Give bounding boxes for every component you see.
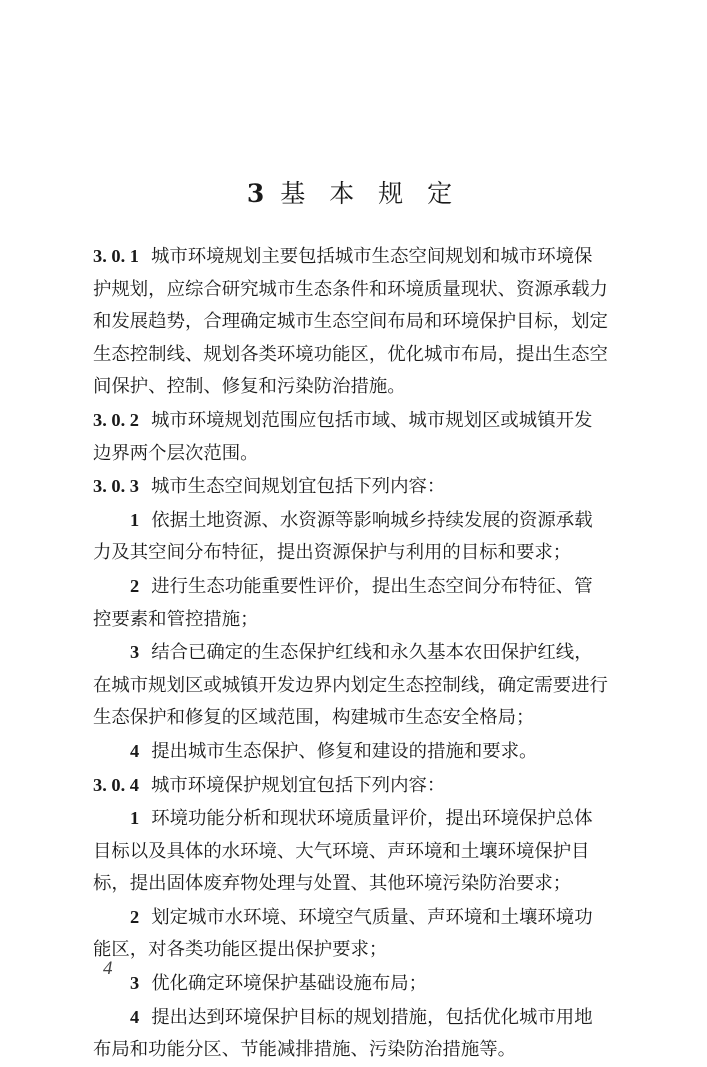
item-line [93, 504, 629, 538]
item-text: 优化确定环境保护基础设施布局； [151, 973, 428, 995]
paragraph-line: 布局和功能分区、节能减排措施、污染防治措施等。 [93, 1039, 516, 1061]
paragraph-line: 间保护、控制、修复和污染防治措施。 [93, 376, 406, 398]
item-number: 1 [130, 509, 140, 530]
clause-3-0-2 [93, 404, 629, 470]
paragraph-line [93, 470, 629, 504]
item-text: 提出达到环境保护目标的规划措施，包括优化城市用地 [151, 1006, 593, 1028]
paragraph-line: 力及其空间分布特征，提出资源保护与利用的目标和要求； [93, 542, 572, 564]
paragraph-line: 边界两个层次范围。 [93, 442, 259, 464]
clause-number: 3. 0. 2 [93, 409, 139, 430]
paragraph-line: 控要素和管控措施； [93, 608, 259, 630]
clause-text: 城市环境规划主要包括城市生态空间规划和城市环境保 [150, 246, 593, 267]
chapter-title [0, 174, 707, 210]
clause-3-0-3 [93, 470, 629, 768]
clause-text: 城市生态空间规划宜包括下列内容： [150, 476, 446, 498]
item-text: 提出城市生态保护、修复和建设的措施和要求。 [151, 740, 538, 762]
item-number: 4 [130, 1006, 140, 1027]
clause-number: 3. 0. 4 [93, 774, 139, 795]
page-number: 4 [103, 958, 113, 979]
paragraph-line [93, 240, 629, 274]
paragraph-line: 能区，对各类功能区提出保护要求； [93, 939, 388, 961]
chapter-number: 3 [246, 179, 265, 208]
item-text: 划定城市水环境、环境空气质量、声环境和土壤环境功 [151, 906, 593, 928]
item-text: 环境功能分析和现状环境质量评价，提出环境保护总体 [151, 808, 593, 830]
item-text: 结合已确定的生态保护红线和永久基本农田保护红线， [151, 642, 593, 664]
paragraph-line: 在城市规划区或城镇开发边界内划定生态控制线，确定需要进行 [93, 674, 608, 696]
paragraph-line [93, 769, 629, 803]
clause-3-0-1 [93, 240, 629, 404]
paragraph-line: 生态控制线、规划各类环境功能区，优化城市布局，提出生态空 [93, 343, 608, 365]
paragraph-line: 和发展趋势，合理确定城市生态空间布局和环境保护目标，划定 [93, 311, 608, 333]
item-number: 2 [130, 575, 140, 596]
item-line [93, 901, 629, 935]
paragraph-line: 护规划，应综合研究城市生态条件和环境质量现状、资源承载力 [93, 278, 608, 300]
paragraph-line: 目标以及具体的水环境、大气环境、声环境和土壤环境保护目 [93, 840, 590, 862]
clause-number: 3. 0. 1 [93, 246, 139, 266]
item-line [93, 1001, 629, 1035]
item-number: 2 [130, 906, 140, 927]
item-number: 1 [130, 808, 140, 829]
chapter-title-text: 基 本 规 定 [280, 179, 461, 208]
item-line [93, 735, 629, 769]
item-number: 3 [130, 642, 140, 663]
paragraph-line: 生态保护和修复的区域范围，构建城市生态安全格局； [93, 707, 535, 729]
item-line [93, 636, 629, 670]
paragraph-line [93, 404, 629, 438]
item-number: 4 [130, 740, 140, 761]
paragraph-line: 标，提出固体废弃物处理与处置、其他环境污染防治要求； [93, 873, 572, 895]
clause-text: 城市环境规划范围应包括市域、城市规划区或城镇开发 [150, 409, 593, 431]
item-line [93, 802, 629, 836]
item-text: 依据土地资源、水资源等影响城乡持续发展的资源承载 [151, 509, 593, 531]
item-number: 3 [130, 973, 140, 994]
body-text [93, 240, 629, 1067]
clause-text: 城市环境保护规划宜包括下列内容： [150, 774, 446, 796]
clause-3-0-4 [93, 769, 629, 1067]
item-line [93, 570, 629, 604]
item-text: 进行生态功能重要性评价，提出生态空间分布特征、管 [151, 575, 593, 597]
item-line [93, 967, 629, 1001]
clause-number: 3. 0. 3 [93, 476, 139, 497]
